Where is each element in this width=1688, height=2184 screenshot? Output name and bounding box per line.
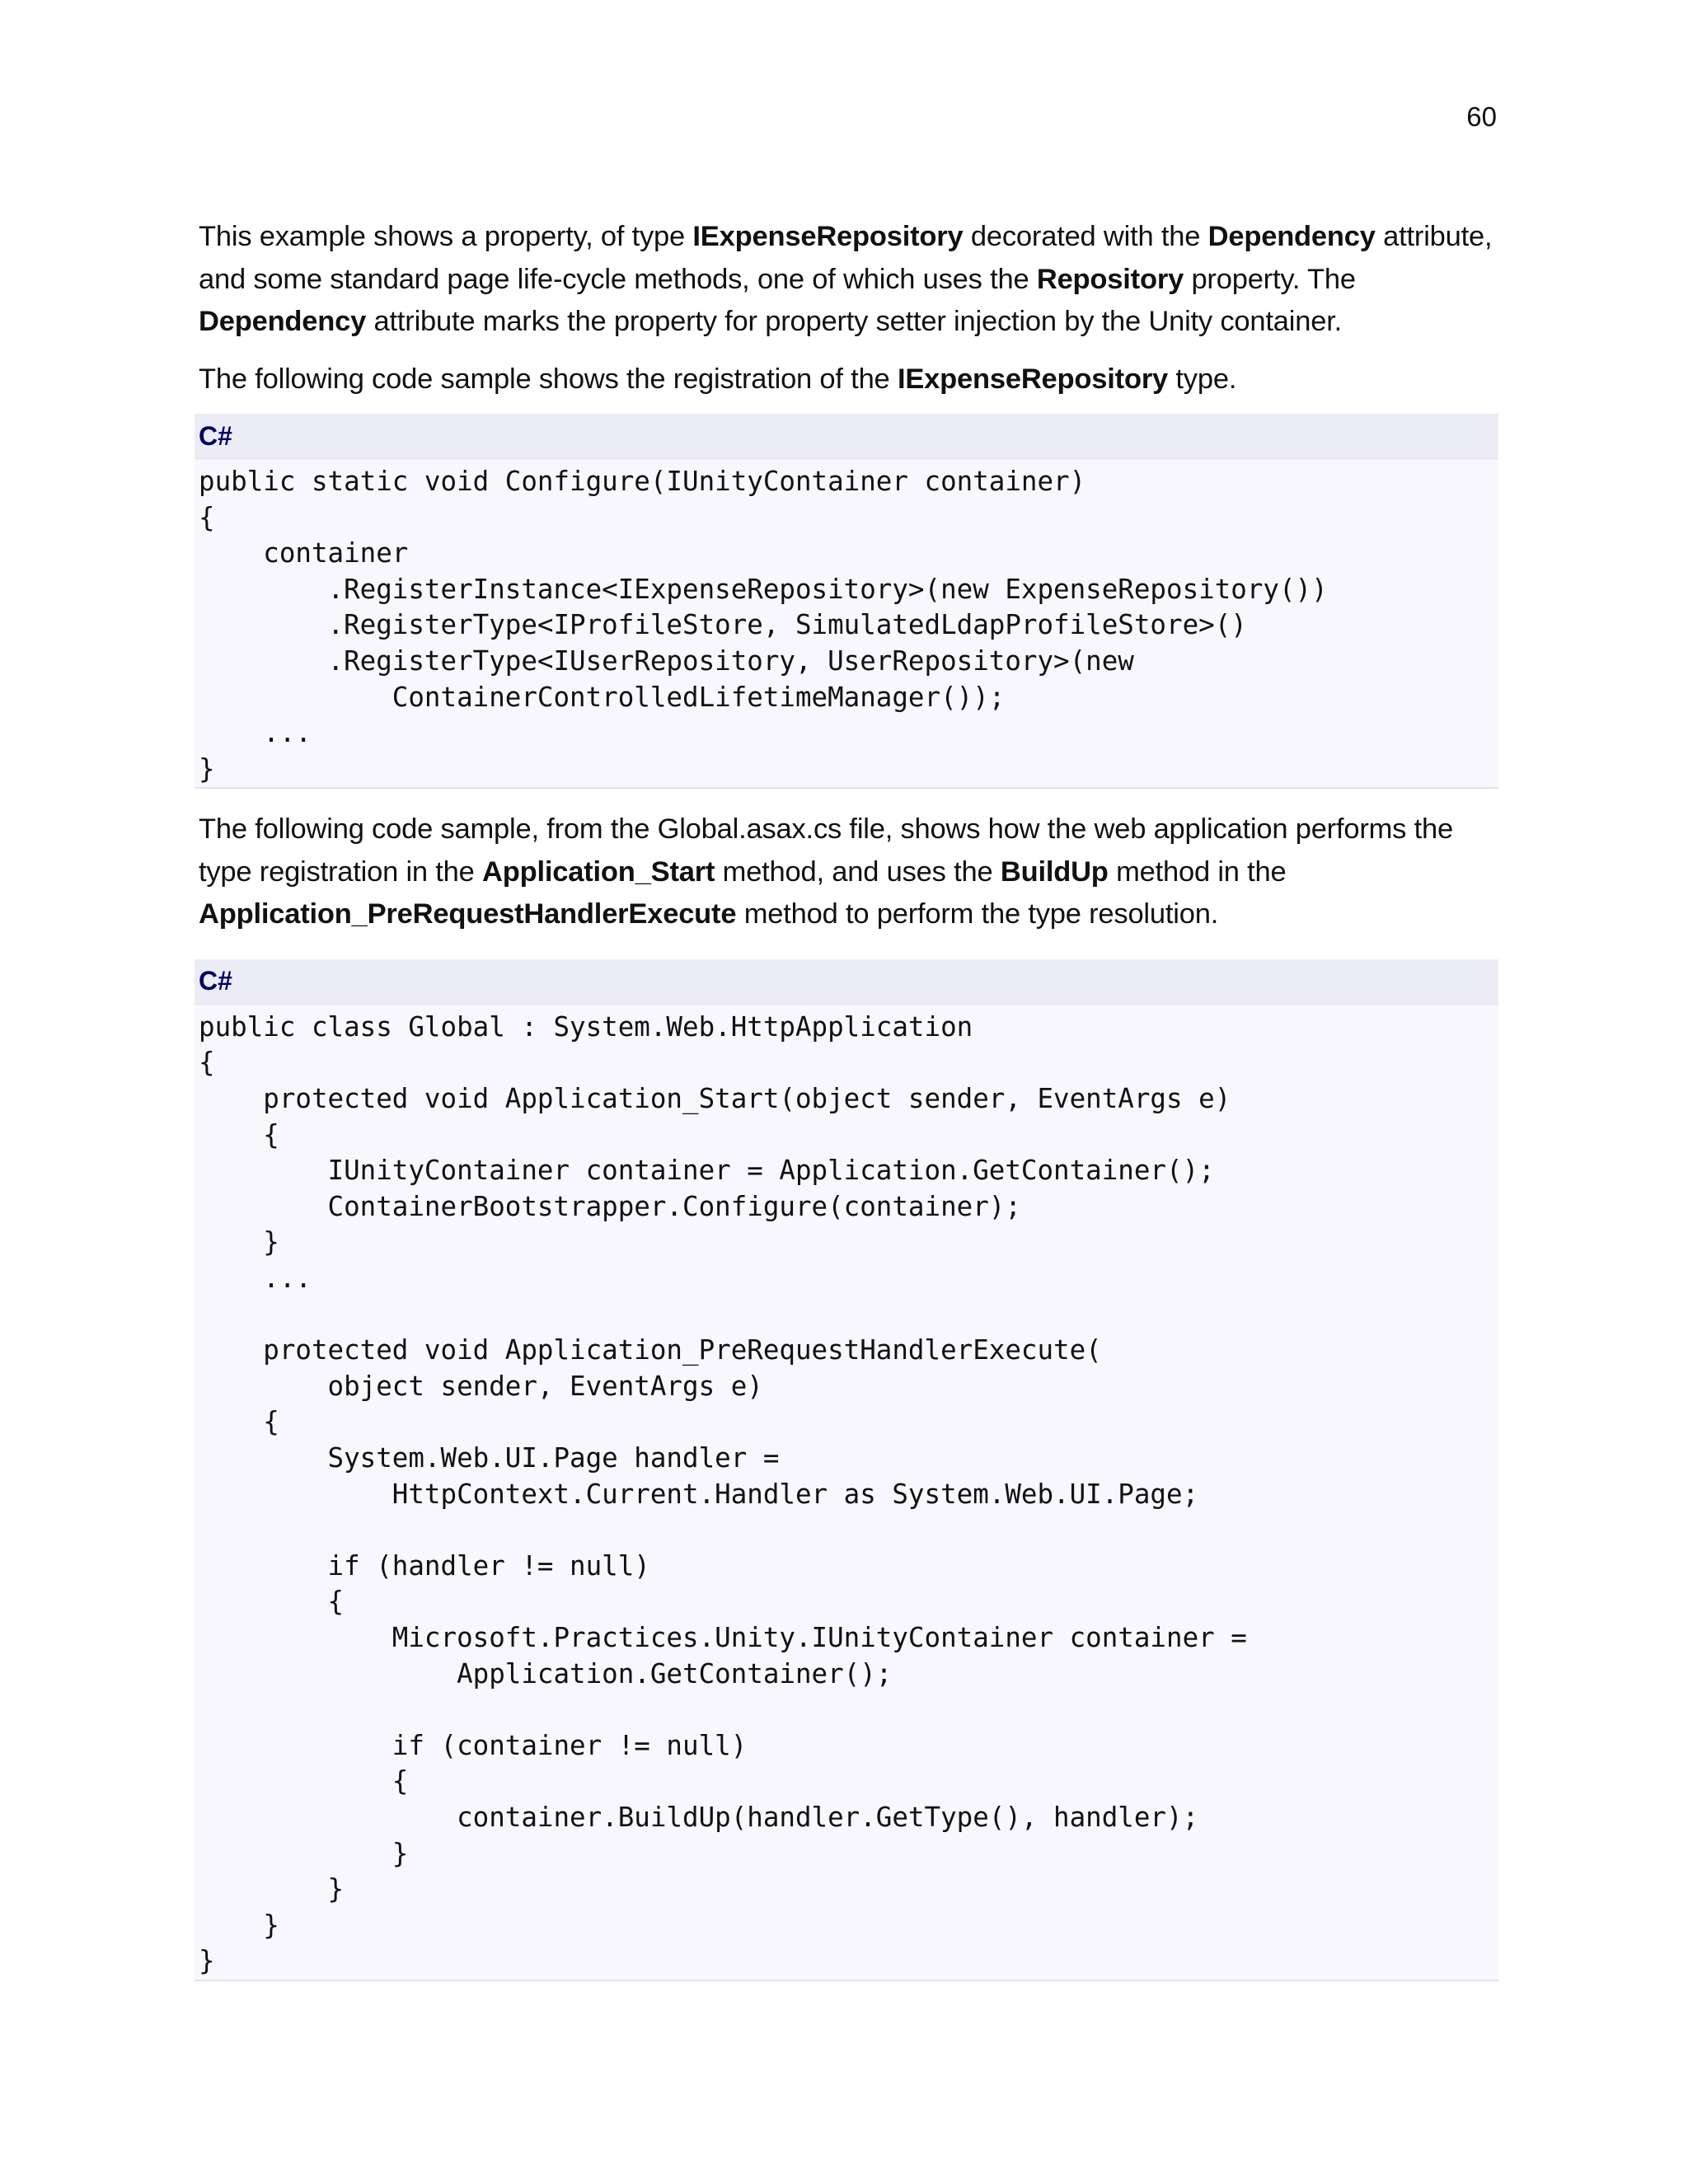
code-block-global (195, 959, 1498, 1981)
bold-term: Dependency (199, 306, 367, 337)
bold-term: Application_Start (482, 855, 715, 888)
text-run: This example shows a property, of type (199, 221, 693, 252)
registration-intro-paragraph (199, 359, 1499, 401)
code-language-label: C# (195, 414, 1498, 459)
text-run: The following code sample shows the registration of the (199, 363, 898, 395)
code-block-configure (195, 414, 1498, 789)
bold-term: IExpenseRepository (897, 363, 1169, 395)
bold-term: Repository (1036, 263, 1184, 295)
bold-term: BuildUp (1000, 855, 1109, 888)
global-asax-paragraph (199, 808, 1499, 936)
bold-term: Application_PreRequestHandlerExecute (199, 898, 737, 930)
text-run: decorated with the (963, 221, 1208, 252)
code-listing[interactable]: public class Global : System.Web.HttpApplication { protected void Application_Start(object sender, EventArgs e) { IUnityContainer container = Application.GetContainer(); ContainerBootstrapper.Configure(container); } ... protected void Application_PreRequestHandlerExecute( object sender, EventArgs e) { System.Web.UI.Page handler = HttpContext.Current.Handler as System.Web.UI.Page; if (handler != null) { Microsoft.Practices.Unity.IUnityContainer container = Application.GetContainer(); if (container != null) { container.BuildUp(handler.GetType(), handler); } } } } (199, 1010, 1247, 1977)
text-run: method in the (1108, 855, 1287, 888)
text-run: method to perform the type resolution. (736, 898, 1219, 930)
text-run: type. (1168, 363, 1237, 395)
code-language-label: C# (195, 959, 1498, 1005)
bold-term: Dependency (1207, 221, 1376, 252)
page-content (199, 216, 1499, 1981)
text-run: attribute marks the property for property setter injection by the Unity container. (366, 306, 1342, 337)
text-run: method, and uses the (715, 855, 1001, 888)
bold-term: IExpenseRepository (692, 221, 964, 252)
text-run: The following code sample, from the Global.asax.cs file, shows how the web application performs the type registration in the (199, 813, 1453, 888)
text-run: attribute, and some standard page life-cycle methods, one of which uses the (199, 221, 1493, 295)
intro-paragraph (199, 216, 1499, 344)
text-run: property. The (1184, 263, 1356, 295)
code-listing[interactable]: public static void Configure(IUnityContainer container) { container .RegisterInstance<IExpenseRepository>(new ExpenseRepository()) .RegisterType<IProfileStore, SimulatedLdapProfileStore>() .RegisterType<IUserRepository, UserRepository>(new ContainerControlledLifetimeManager()); ... } (199, 466, 1328, 785)
page-number: 60 (1466, 101, 1497, 132)
